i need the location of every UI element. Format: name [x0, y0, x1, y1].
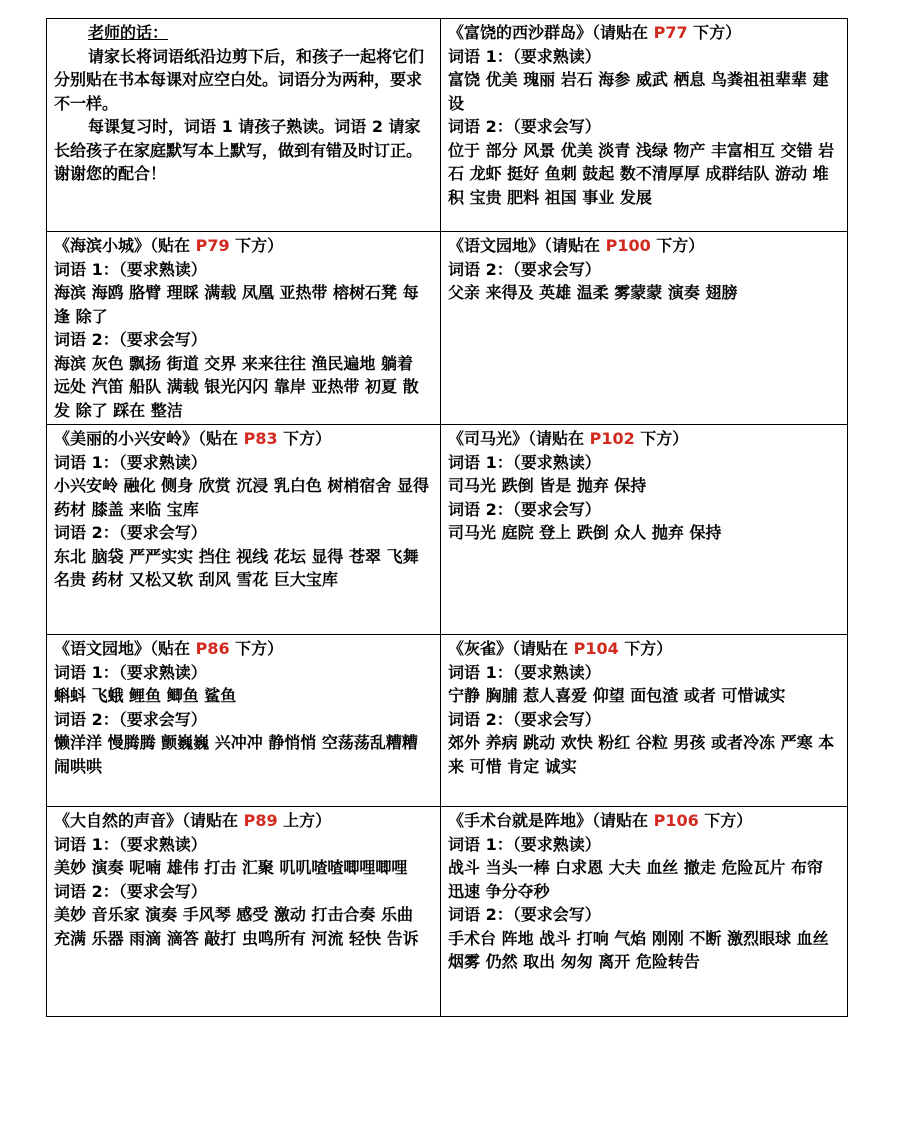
- lesson-heading: [54, 234, 434, 258]
- list2-words: 位于 部分 风景 优美 淡青 浅绿 物产 丰富相互 交错 岩石 龙虾 挺好 鱼刺 鼓起 数不清厚厚 成群结队 游动 堆积 宝贵 肥料 祖国 事业 发展: [448, 140, 835, 207]
- table-row: [47, 807, 848, 1017]
- list1-words: 富饶 优美 瑰丽 岩石 海参 威武 栖息 鸟粪祖祖辈辈 建设: [448, 70, 829, 113]
- list2-words: 司马光 庭院 登上 跌倒 众人 抛弃 保持: [448, 523, 722, 542]
- lesson-cell: [47, 232, 441, 425]
- lesson-cell: [47, 425, 441, 635]
- lesson-heading: [448, 809, 841, 833]
- paste-position: 下方）: [618, 639, 673, 658]
- lesson-title: 《手术台就是阵地》: [448, 811, 593, 830]
- list2-label: 词语 2：（要求会写）: [54, 709, 207, 729]
- page-reference: P79: [195, 236, 230, 255]
- list2-label: 词语 2：（要求会写）: [448, 259, 601, 279]
- vocabulary-sheet: [46, 18, 848, 1017]
- paste-instruction: （贴在: [150, 639, 196, 658]
- list2-words: 东北 脑袋 严严实实 挡住 视线 花坛 显得 苍翠 飞舞 名贵 药材 又松又软 刮风 雪花 巨大宝库: [54, 546, 419, 589]
- lesson-title: 《语文园地》: [448, 236, 545, 255]
- list1-words: 美妙 演奏 呢喃 雄伟 打击 汇聚 叽叽喳喳唧哩唧哩: [54, 858, 408, 877]
- list2-label: 词语 2：（要求会写）: [448, 499, 601, 519]
- list2-words: 郊外 养病 跳动 欢快 粉红 谷粒 男孩 或者冷冻 严寒 本来 可惜 肯定 诚实: [448, 733, 835, 776]
- lesson-cell: [441, 635, 848, 807]
- lesson-title: 《美丽的小兴安岭》: [54, 429, 199, 448]
- paste-position: 下方）: [698, 811, 753, 830]
- page-reference: P83: [243, 429, 278, 448]
- page-reference: P104: [573, 639, 619, 658]
- lesson-cell: [47, 807, 441, 1017]
- lesson-cell: [441, 807, 848, 1017]
- list2-label: 词语 2：（要求会写）: [448, 117, 601, 136]
- list2-label: 词语 2：（要求会写）: [54, 330, 207, 349]
- list1-words: 海滨 海鸥 胳臂 理睬 满载 凤凰 亚热带 榕树石凳 每逢 除了: [54, 283, 419, 326]
- lesson-heading: [448, 21, 841, 45]
- lesson-heading: [54, 427, 434, 451]
- list2-label: 词语 2：（要求会写）: [54, 523, 207, 542]
- paste-position: 下方）: [229, 236, 284, 255]
- table-row: [47, 232, 848, 425]
- page-reference: P106: [653, 811, 699, 830]
- list1-words: 小兴安岭 融化 侧身 欣赏 沉浸 乳白色 树梢宿舍 显得 药材 膝盖 来临 宝库: [54, 476, 429, 519]
- list1-words: 蝌蚪 飞蛾 鲤鱼 鲫鱼 鲨鱼: [54, 686, 237, 705]
- list2-label: 词语 2：（要求会写）: [448, 905, 601, 924]
- list2-words: 美妙 音乐家 演奏 手风琴 感受 激动 打击合奏 乐曲 充满 乐器 雨滴 滴答 敲打 虫鸣所有 河流 轻快 告诉: [54, 905, 419, 948]
- list1-words: 战斗 当头一棒 白求恩 大夫 血丝 撤走 危险瓦片 布帘 迅速 争分夺秒: [448, 858, 823, 901]
- lesson-title: 《大自然的声音》: [54, 811, 183, 830]
- paste-position: 下方）: [634, 429, 689, 448]
- list1-label: 词语 1：（要求熟读）: [54, 834, 207, 854]
- lesson-heading: [54, 637, 434, 661]
- list2-words: 懒洋洋 慢腾腾 颤巍巍 兴冲冲 静悄悄 空荡荡乱糟糟 闹哄哄: [54, 733, 418, 776]
- table-row: [47, 635, 848, 807]
- lesson-heading: [448, 234, 841, 258]
- paste-instruction: （请贴在: [528, 429, 590, 448]
- paste-position: 下方）: [650, 236, 705, 255]
- teacher-note-paragraph: 每课复习时，词语 1 请孩子熟读。词语 2 请家长给孩子在家庭默写本上默写，做到有错及时订正。谢谢您的配合！: [54, 117, 423, 183]
- list2-words: 父亲 来得及 英雄 温柔 雾蒙蒙 演奏 翅膀: [448, 283, 738, 302]
- lesson-title: 《富饶的西沙群岛》: [448, 23, 593, 42]
- list1-label: 词语 1：（要求熟读）: [54, 662, 207, 682]
- paste-instruction: （请贴在: [592, 811, 654, 830]
- paste-position: 上方）: [277, 811, 332, 830]
- lesson-heading: [54, 809, 434, 833]
- lesson-title: 《灰雀》: [448, 639, 513, 658]
- lesson-cell: [47, 635, 441, 807]
- list1-label: 词语 1：（要求熟读）: [54, 452, 207, 472]
- list1-label: 词语 1：（要求熟读）: [448, 452, 601, 472]
- list1-label: 词语 1：（要求熟读）: [448, 46, 601, 66]
- page-reference: P89: [243, 811, 278, 830]
- paste-instruction: （请贴在: [182, 811, 244, 830]
- paste-instruction: （贴在: [150, 236, 196, 255]
- paste-position: 下方）: [229, 639, 284, 658]
- paste-instruction: （贴在: [198, 429, 244, 448]
- lesson-heading: [448, 427, 841, 451]
- teacher-note-paragraph: 请家长将词语纸沿边剪下后，和孩子一起将它们分别贴在书本每课对应空白处。词语分为两种，要求不一样。: [54, 46, 425, 113]
- table-row: [47, 425, 848, 635]
- page-reference: P86: [195, 639, 230, 658]
- list2-label: 词语 2：（要求会写）: [54, 881, 207, 901]
- list1-label: 词语 1：（要求熟读）: [54, 259, 207, 279]
- lesson-title: 《司马光》: [448, 429, 529, 448]
- teacher-note-cell: [47, 19, 441, 232]
- page-reference: P102: [589, 429, 635, 448]
- lesson-title: 《语文园地》: [54, 639, 151, 658]
- lesson-cell: [441, 425, 848, 635]
- lesson-title: 《海滨小城》: [54, 236, 151, 255]
- paste-position: 下方）: [687, 23, 742, 42]
- paste-instruction: （请贴在: [512, 639, 574, 658]
- lesson-heading: [448, 637, 841, 661]
- list1-label: 词语 1：（要求熟读）: [448, 662, 601, 682]
- lesson-cell: [441, 232, 848, 425]
- list2-words: 手术台 阵地 战斗 打响 气焰 刚刚 不断 激烈眼球 血丝 烟雾 仍然 取出 匆匆 离开 危险转告: [448, 928, 829, 971]
- paste-instruction: （请贴在: [592, 23, 654, 42]
- page-reference: P77: [653, 23, 688, 42]
- page-reference: P100: [605, 236, 651, 255]
- list2-label: 词语 2：（要求会写）: [448, 709, 601, 729]
- lesson-cell: [441, 19, 848, 232]
- paste-instruction: （请贴在: [544, 236, 606, 255]
- table-row: [47, 19, 848, 232]
- list2-words: 海滨 灰色 飘扬 街道 交界 来来往往 渔民遍地 躺着 远处 汽笛 船队 满载 银光闪闪 靠岸 亚热带 初夏 散发 除了 踩在 整洁: [54, 353, 419, 420]
- list1-label: 词语 1：（要求熟读）: [448, 834, 601, 854]
- list1-words: 宁静 胸脯 惹人喜爱 仰望 面包渣 或者 可惜诚实: [448, 686, 786, 705]
- paste-position: 下方）: [277, 429, 332, 448]
- list1-words: 司马光 跌倒 皆是 抛弃 保持: [448, 476, 647, 495]
- teacher-note-title: 老师的话：: [88, 23, 169, 42]
